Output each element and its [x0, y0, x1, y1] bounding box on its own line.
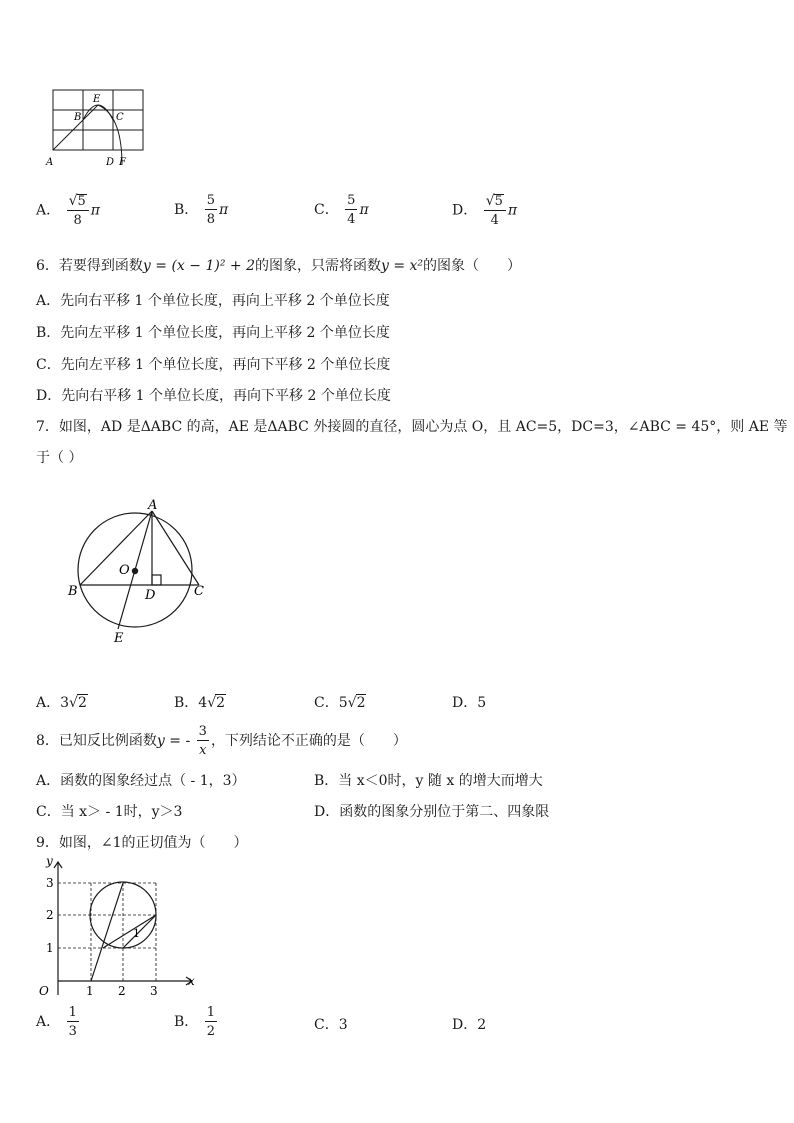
q8-option-d[interactable]: D．函数的图象分别位于第二、四象限 — [314, 804, 550, 820]
q7-option-a[interactable]: A．3√2 — [36, 695, 87, 711]
origin-label: O — [39, 984, 49, 998]
q9-option-b[interactable]: B． $\frac{1}{2}$ — [174, 1005, 216, 1039]
label-c: C — [194, 584, 204, 599]
label-f: F — [119, 157, 126, 168]
fraction: $\frac{√5}{4}$ — [484, 194, 506, 227]
fraction: $\frac{√5}{8}$ — [67, 194, 89, 227]
q9-option-c[interactable]: C．3 — [314, 1017, 348, 1033]
q8-stem: 8．已知反比例函数y = - $\frac{3}{x}$ ，下列结论不正确的是（ ） — [36, 724, 407, 758]
x-tick-1: 1 — [86, 984, 94, 998]
q7-option-d[interactable]: D．5 — [452, 695, 487, 711]
option-letter: A． — [36, 202, 61, 219]
q9-option-d[interactable]: D．2 — [452, 1017, 487, 1033]
label-a: A — [148, 498, 158, 513]
q8-option-a[interactable]: A．函数的图象经过点（ - 1，3） — [36, 773, 246, 789]
label-o: O — [119, 563, 130, 578]
q6-option-b[interactable]: B．先向左平移 1 个单位长度，再向上平移 2 个单位长度 — [36, 325, 390, 341]
x-axis-label: x — [188, 974, 195, 988]
option-letter: D． — [452, 202, 478, 219]
grid-arc-figure — [40, 85, 155, 175]
label-a: A — [46, 157, 54, 168]
q5-option-d[interactable]: D． $\frac{√5}{4}$ π — [452, 193, 518, 228]
y-tick-1: 1 — [46, 941, 54, 955]
q8-option-b[interactable]: B．当 x＜0时，y 随 x 的增大而增大 — [314, 773, 543, 789]
q6-stem: 6．若要得到函数y = (x − 1)² + 2的图象，只需将函数y = x²的图象（ ） — [36, 258, 522, 274]
q8-option-c[interactable]: C．当 x＞ - 1时，y＞3 — [36, 804, 183, 820]
label-b: B — [68, 584, 78, 599]
label-d: D — [145, 588, 156, 603]
q6-option-c[interactable]: C．先向左平移 1 个单位长度，再向下平移 2 个单位长度 — [36, 357, 391, 373]
q5-option-b[interactable]: B． $\frac{5}{8}$ π — [174, 193, 229, 227]
x-tick-2: 2 — [118, 984, 126, 998]
q9-option-a[interactable]: A． $\frac{1}{3}$ — [36, 1005, 77, 1039]
q5-option-a[interactable]: A． $\frac{√5}{8}$ π — [36, 193, 100, 228]
label-b: B — [74, 112, 82, 123]
q7-stem-line1: 7．如图，AD 是ΔABC 的高，AE 是ΔABC 外接圆的直径，圆心为点 O，且 AC=5，DC=3，∠ABC = 45°，则 AE 等 — [36, 419, 788, 435]
q7-option-b[interactable]: B．4√2 — [174, 695, 226, 711]
circle-triangle-figure — [60, 495, 220, 650]
q6-option-a[interactable]: A．先向右平移 1 个单位长度，再向上平移 2 个单位长度 — [36, 293, 390, 309]
y-axis-label: y — [46, 855, 53, 868]
q7-option-c[interactable]: C．5√2 — [314, 695, 366, 711]
option-letter: B． — [174, 202, 199, 218]
label-c: C — [116, 112, 124, 123]
q5-option-c[interactable]: C． $\frac{5}{4}$ π — [314, 193, 369, 227]
y-tick-2: 2 — [46, 908, 54, 922]
q9-stem: 9．如图，∠1的正切值为（ ） — [36, 835, 248, 851]
fraction: $\frac{5}{4}$ — [347, 193, 356, 227]
coordinate-grid-figure — [36, 855, 201, 1000]
label-d: D — [106, 157, 115, 168]
label-e: E — [114, 631, 124, 646]
fraction: $\frac{5}{8}$ — [206, 193, 216, 227]
angle-1-label: 1 — [133, 927, 140, 940]
q7-stem-line2: 于（ ） — [36, 450, 83, 466]
x-tick-3: 3 — [150, 984, 158, 998]
label-e: E — [93, 94, 101, 105]
q6-option-d[interactable]: D．先向右平移 1 个单位长度，再向下平移 2 个单位长度 — [36, 388, 391, 404]
y-tick-3: 3 — [46, 876, 54, 890]
option-letter: C． — [314, 202, 339, 218]
